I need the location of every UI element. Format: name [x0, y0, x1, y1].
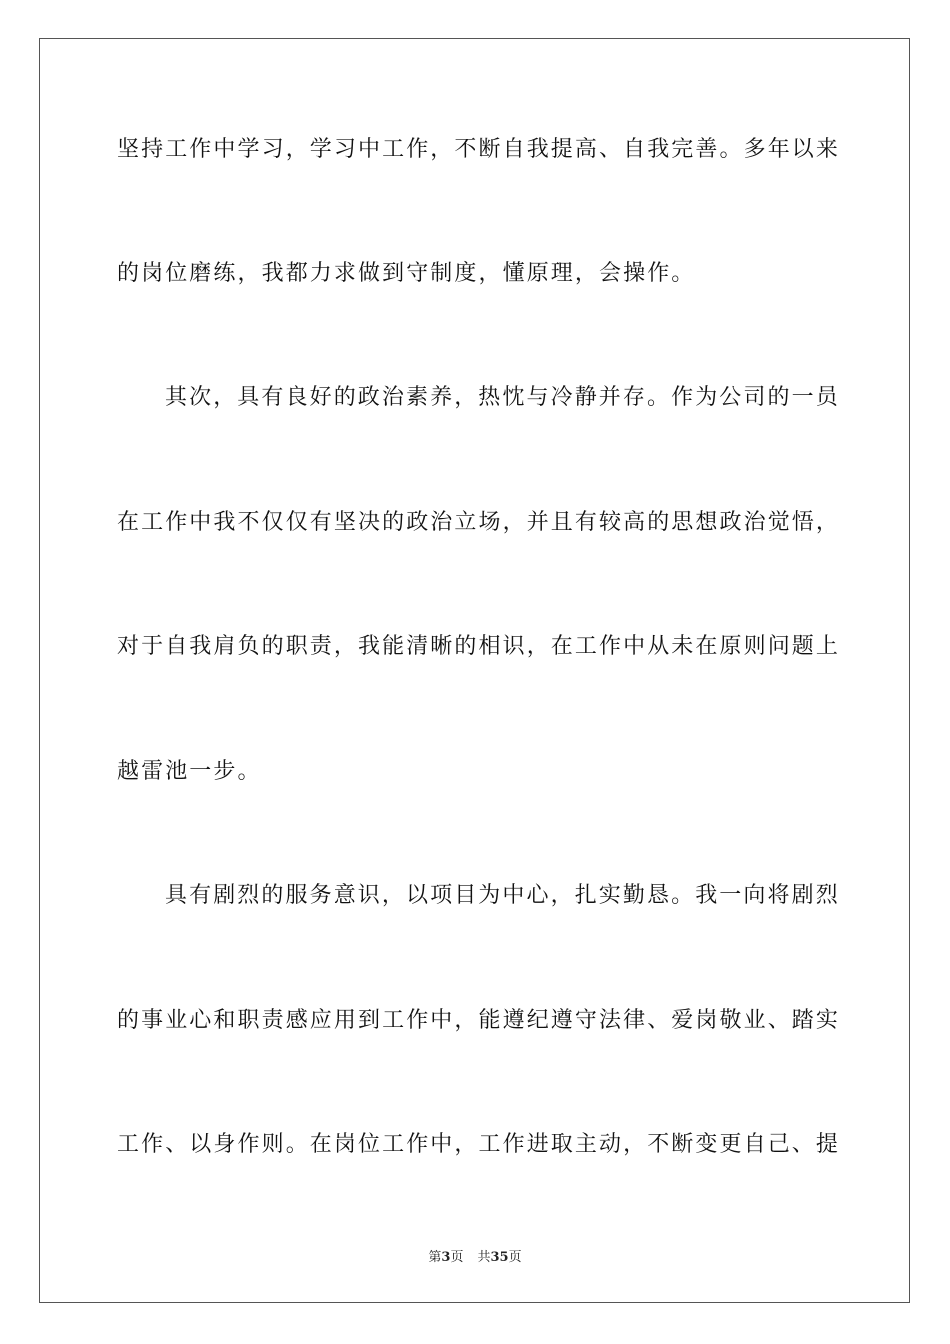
paragraph-line: 越雷池一步。: [117, 759, 262, 784]
page-footer: [0, 1246, 950, 1265]
paragraph-line: 其次，具有良好的政治素养，热忱与冷静并存。作为公司的一员: [165, 385, 840, 410]
total-prefix: 共: [477, 1250, 491, 1265]
paragraph-line: 在工作中我不仅仅有坚决的政治立场，并且有较高的思想政治觉悟，: [117, 510, 841, 535]
page-border: [39, 38, 910, 1303]
paragraph-line: 具有剧烈的服务意识，以项目为中心，扎实勤恳。我一向将剧烈: [165, 883, 840, 908]
paragraph-line: 的岗位磨练，我都力求做到守制度，懂原理，会操作。: [117, 261, 696, 286]
paragraph-line: 对于自我肩负的职责，我能清晰的相识，在工作中从未在原则问题上: [117, 634, 841, 659]
paragraph-line: 坚持工作中学习，学习中工作，不断自我提高、自我完善。多年以来: [117, 137, 841, 162]
paragraph-line: 的事业心和职责感应用到工作中，能遵纪遵守法律、爱岗敬业、踏实: [117, 1008, 841, 1033]
total-suffix: 页: [508, 1250, 522, 1265]
page-total: 35: [490, 1250, 509, 1265]
paragraph-line: 工作、以身作则。在岗位工作中，工作进取主动，不断变更自己、提: [117, 1132, 841, 1157]
page-number: 3: [441, 1250, 451, 1265]
page-suffix: 页: [450, 1250, 464, 1265]
page-prefix: 第: [428, 1250, 442, 1265]
